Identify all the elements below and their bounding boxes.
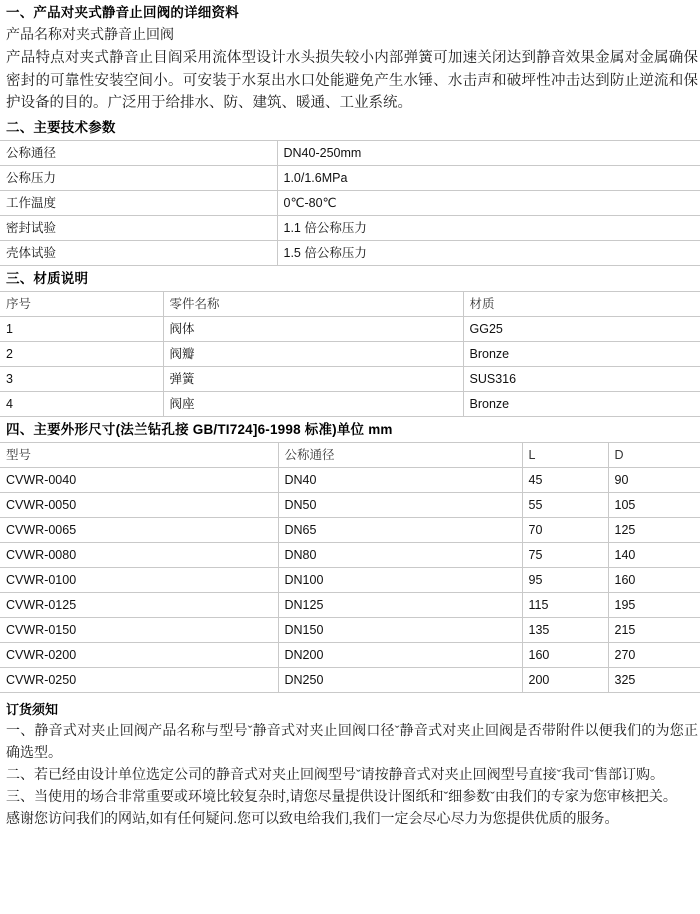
table-row [0, 316, 700, 341]
table-row [0, 592, 700, 617]
dimension-d: 90 [608, 467, 700, 492]
dimension-l: 75 [522, 542, 608, 567]
material-part-name: 弹簧 [163, 366, 463, 391]
nominal-diameter: DN50 [278, 492, 522, 517]
ordering-notes-heading: 订货须知 [6, 701, 59, 717]
param-value: 0℃-80℃ [277, 190, 700, 215]
material-part-name: 阀体 [163, 316, 463, 341]
nominal-diameter: DN100 [278, 567, 522, 592]
material-index: 2 [0, 341, 163, 366]
param-value: DN40-250mm [277, 140, 700, 165]
param-value: 1.1 倍公称压力 [277, 215, 700, 240]
table-row [0, 642, 700, 667]
nominal-diameter: DN125 [278, 592, 522, 617]
dimension-d: 140 [608, 542, 700, 567]
table-row [0, 165, 700, 190]
table-row [0, 617, 700, 642]
dimension-l: 135 [522, 617, 608, 642]
material-type: SUS316 [463, 366, 700, 391]
ordering-note-item: 一、静音式对夹止回阀产品名称与型号ˇ静音式对夹止回阀口径ˇ静音式对夹止回阀是否带附件以便我们的为您正确选型。 [6, 723, 698, 761]
table-row [0, 190, 700, 215]
section-3-heading: 三、材质说明 [6, 270, 89, 286]
param-value: 1.5 倍公称压力 [277, 240, 700, 265]
dimension-l: 200 [522, 667, 608, 692]
dimension-l: 95 [522, 567, 608, 592]
dimension-d: 160 [608, 567, 700, 592]
material-type: Bronze [463, 341, 700, 366]
table-row [0, 667, 700, 692]
dimension-l: 160 [522, 642, 608, 667]
model-code: CVWR-0250 [0, 667, 278, 692]
param-label: 公称压力 [0, 165, 277, 190]
param-label: 工作温度 [0, 190, 277, 215]
table-header-row [0, 291, 700, 316]
column-header: 序号 [0, 291, 163, 316]
nominal-diameter: DN65 [278, 517, 522, 542]
table-row [0, 140, 700, 165]
column-header: 零件名称 [163, 291, 463, 316]
model-code: CVWR-0080 [0, 542, 278, 567]
dimension-d: 215 [608, 617, 700, 642]
nominal-diameter: DN80 [278, 542, 522, 567]
table-row [0, 215, 700, 240]
dimension-l: 70 [522, 517, 608, 542]
dimension-l: 55 [522, 492, 608, 517]
model-code: CVWR-0050 [0, 492, 278, 517]
model-code: CVWR-0200 [0, 642, 278, 667]
closing-thanks-note: 感谢您访问我们的网站,如有任何疑问.您可以致电给我们,我们一定会尽心尽力为您提供优质的服务。 [6, 811, 619, 827]
param-value: 1.0/1.6MPa [277, 165, 700, 190]
model-code: CVWR-0150 [0, 617, 278, 642]
nominal-diameter: DN40 [278, 467, 522, 492]
nominal-diameter: DN200 [278, 642, 522, 667]
dimension-d: 105 [608, 492, 700, 517]
dimension-l: 45 [522, 467, 608, 492]
model-code: CVWR-0040 [0, 467, 278, 492]
table-row [0, 240, 700, 265]
column-header: D [608, 442, 700, 467]
section-2-heading: 二、主要技术参数 [6, 119, 116, 135]
ordering-note-item: 二、若已经由设计单位选定公司的静音式对夹止回阀型号ˇ请按静音式对夹止回阀型号直接ˇ我司ˇ售部订购。 [6, 767, 664, 783]
column-header: 型号 [0, 442, 278, 467]
material-part-name: 阀座 [163, 391, 463, 416]
section-1-heading: 一、产品对夹式静音止回阀的详细资料 [6, 5, 239, 20]
ordering-note-item: 三、当使用的场合非常重要或环境比较复杂时,请您尽量提供设计图纸和ˇ细参数ˇ由我们的专家为您审核把关。 [6, 789, 677, 805]
table-header-row [0, 442, 700, 467]
model-code: CVWR-0065 [0, 517, 278, 542]
material-part-name: 阀瓣 [163, 341, 463, 366]
material-index: 4 [0, 391, 163, 416]
table-row [0, 391, 700, 416]
dimensions-table [0, 442, 700, 693]
param-label: 壳体试验 [0, 240, 277, 265]
material-index: 3 [0, 366, 163, 391]
product-name-line: 产品名称对夹式静音止回阀 [6, 28, 174, 43]
param-label: 密封试验 [0, 215, 277, 240]
technical-parameters-table [0, 140, 700, 266]
product-features-paragraph: 产品特点对夹式静音止目阎采用流体型设计水头损失较小内部弹簧可加速关闭达到静音效果金属对金属确保密封的可靠性安装空间小。可安装于水泵出水口处能避免产生水锤、水击声和破坪性冲击达到防止逆流和保护设备的目的。广泛用于给排水、防、建筑、暖通、工业系统。 [6, 50, 698, 111]
dimension-d: 195 [608, 592, 700, 617]
param-label: 公称通径 [0, 140, 277, 165]
dimension-d: 270 [608, 642, 700, 667]
table-row [0, 567, 700, 592]
material-type: Bronze [463, 391, 700, 416]
table-row [0, 542, 700, 567]
dimension-d: 325 [608, 667, 700, 692]
material-index: 1 [0, 316, 163, 341]
column-header: 公称通径 [278, 442, 522, 467]
material-table [0, 291, 700, 417]
dimension-d: 125 [608, 517, 700, 542]
table-row [0, 467, 700, 492]
material-type: GG25 [463, 316, 700, 341]
column-header: L [522, 442, 608, 467]
table-row [0, 492, 700, 517]
table-row [0, 517, 700, 542]
section-4-heading: 四、主要外形尺寸(法兰钻孔接 GB/TI724]6-1998 标准)单位 mm [6, 421, 393, 437]
model-code: CVWR-0100 [0, 567, 278, 592]
column-header: 材质 [463, 291, 700, 316]
table-row [0, 341, 700, 366]
model-code: CVWR-0125 [0, 592, 278, 617]
table-row [0, 366, 700, 391]
nominal-diameter: DN150 [278, 617, 522, 642]
nominal-diameter: DN250 [278, 667, 522, 692]
dimension-l: 115 [522, 592, 608, 617]
